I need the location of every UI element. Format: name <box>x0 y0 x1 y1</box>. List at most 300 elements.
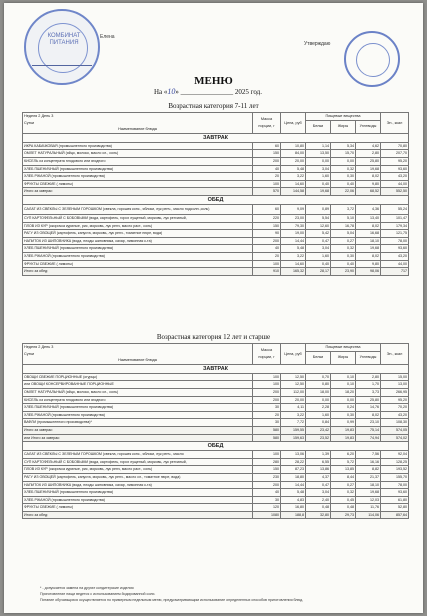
meal-label: Сутки <box>24 120 35 125</box>
value-p: 18,00 <box>306 388 331 396</box>
table-row <box>23 473 409 481</box>
value-price: 159,63 <box>281 434 306 442</box>
seal-text: КОМБИНАТ ПИТАНИЯ <box>47 33 81 46</box>
value-mass: 220 <box>253 214 281 222</box>
date-prefix: На « <box>154 88 168 96</box>
value-price: 159,55 <box>281 426 306 434</box>
table-row <box>23 222 409 230</box>
value-f: 0,27 <box>331 481 356 489</box>
value-p: 0,48 <box>306 504 331 512</box>
value-e: 128,25 <box>381 458 409 466</box>
value-mass: 200 <box>253 481 281 489</box>
category-title-7-11: Возрастная категория 7-11 лет <box>168 102 259 110</box>
meal-section-title: ОБЕД <box>23 442 409 451</box>
value-mass: 20 <box>253 411 281 419</box>
value-mass: 90 <box>253 230 281 238</box>
value-p: 4,37 <box>306 473 331 481</box>
energy-header: Эн., ккал <box>381 113 409 134</box>
dish-name: САЛАТ ИЗ СВЁКЛЫ С ЗЕЛЕНЫМ ГОРОШКОМ (свекла, горошек конс., яблоки, лук репч., масло <box>23 451 253 459</box>
dish-name: ХЛЕБ ПШЕНИЧНЫЙ (промышленного производства) <box>23 404 253 412</box>
footnote: Приготовление пищи ведется с использованием йодированной соли. <box>40 592 156 596</box>
dish-name: ПЛОВ ИЗ КУР (окорочка куриные, рис, морковь, лук репч, масло раст., соль) <box>23 466 253 474</box>
value-p: 23,42 <box>306 426 331 434</box>
category-title-12-plus: Возрастная категория 12 лет и старше <box>156 333 271 341</box>
value-c: 11,76 <box>356 504 381 512</box>
nutrients-header: Пищевые вещества <box>306 344 381 352</box>
value-price: 12,50 <box>281 381 306 389</box>
value-f: 0,30 <box>331 411 356 419</box>
dish-name: ФРУКТЫ СВЕЖИЕ ( лимоны) <box>23 260 253 268</box>
dish-name: Итого за завтрак: <box>23 188 253 196</box>
dish-name: Итого за обед: <box>23 268 253 276</box>
value-f: 0,00 <box>331 396 356 404</box>
value-f: 5,04 <box>331 230 356 238</box>
value-price: 5,48 <box>281 245 306 253</box>
value-e: 857,64 <box>381 511 409 519</box>
value-c: 2,80 <box>356 150 381 158</box>
value-mass: 570 <box>253 188 281 196</box>
dish-name: ХЛЕБ РЖАНОЙ (промышленного производства) <box>23 496 253 504</box>
table-row <box>23 142 409 150</box>
value-c: 16,16 <box>356 458 381 466</box>
value-c: 19,68 <box>356 245 381 253</box>
value-f: 0,99 <box>331 419 356 427</box>
value-e: 52,80 <box>381 504 409 512</box>
value-mass: 100 <box>253 260 281 268</box>
table-row <box>23 180 409 188</box>
fat-header: Жиры <box>331 120 356 133</box>
value-p: 5,54 <box>306 214 331 222</box>
value-p: 13,86 <box>306 466 331 474</box>
value-e: 552,50 <box>381 188 409 196</box>
value-c: 16,68 <box>356 230 381 238</box>
value-price: 3,22 <box>281 252 306 260</box>
value-e: 44,00 <box>381 180 409 188</box>
table-row <box>23 496 409 504</box>
value-mass: 60 <box>253 204 281 214</box>
value-e: 574,02 <box>381 434 409 442</box>
mass-header: Масса порции, г <box>253 344 281 365</box>
dish-name: КИСЕЛЬ из концентрата плодового или ягодного <box>23 396 253 404</box>
table-row <box>23 411 409 419</box>
value-f: 0,32 <box>331 245 356 253</box>
dish-name: ФРУКТЫ СВЕЖИЕ ( лимоны) <box>23 504 253 512</box>
value-c: 68,52 <box>356 188 381 196</box>
dish-name: ОМЛЕТ НАТУРАЛЬНЫЙ (яйцо, молоко, масло сл., соль) <box>23 388 253 396</box>
value-c: 19,68 <box>356 489 381 497</box>
value-mass: 200 <box>253 157 281 165</box>
table-row <box>23 458 409 466</box>
mass-header: Масса порции, г <box>253 113 281 134</box>
dish-name: СУП КАРТОФЕЛЬНЫЙ С БОБОВЫМИ (вода, картофель, горох лущеный, морковь, лук репчатый, <box>23 214 253 222</box>
value-p: 2,40 <box>306 496 331 504</box>
value-e: 43,20 <box>381 252 409 260</box>
value-e: 179,34 <box>381 222 409 230</box>
value-f: 3,72 <box>331 204 356 214</box>
dish-label: Наименование блюда <box>118 358 157 363</box>
value-c: 4,62 <box>356 142 381 150</box>
dish-name: ХЛЕБ РЖАНОЙ (промышленного производства) <box>23 173 253 181</box>
value-price: 13,06 <box>281 451 306 459</box>
dish-name: ПЛОВ ИЗ КУР (окорочка куриные, рис, морковь, лук репч, масло раст., соль) <box>23 222 253 230</box>
table-row <box>23 204 409 214</box>
value-p: 23,52 <box>306 434 331 442</box>
carb-header: Углеводы <box>356 120 381 133</box>
table-row <box>23 404 409 412</box>
value-c: 12,03 <box>356 496 381 504</box>
value-e: 155,70 <box>381 473 409 481</box>
dish-header <box>23 113 253 134</box>
value-p: 0,89 <box>306 204 331 214</box>
value-price: 14,44 <box>281 237 306 245</box>
value-p: 0,84 <box>306 419 331 427</box>
value-e: 15,00 <box>381 373 409 381</box>
value-price: 23,00 <box>281 214 306 222</box>
menu-sheet <box>4 3 423 613</box>
header-row <box>23 344 409 352</box>
table-row <box>23 173 409 181</box>
dish-name: ОМЛЕТ НАТУРАЛЬНЫЙ (яйцо, молоко, масло сл., соль) <box>23 150 253 158</box>
value-c: 1,70 <box>356 381 381 389</box>
value-e: 55,24 <box>381 204 409 214</box>
value-f: 19,83 <box>331 426 356 434</box>
dish-name: САЛАТ ИЗ СВЁКЛЫ С ЗЕЛЕНЫМ ГОРОШКОМ (свекла, горошек конс., яблоки, лук репч., масло подсолн.,соль) <box>23 204 253 214</box>
dish-name: ИКРА КАБАЧКОВАЯ (промышленного производства) <box>23 142 253 150</box>
value-p: 0,47 <box>306 481 331 489</box>
value-f: 29,73 <box>331 511 356 519</box>
value-price: 144,58 <box>281 188 306 196</box>
dish-name: ХЛЕБ РЖАНОЙ (промышленного производства) <box>23 411 253 419</box>
footnote: Питание обучающихся осуществляется по примерным недельным меню, предусматривающим использование определенных способов приготовления блюд. <box>40 598 304 602</box>
value-f: 16,78 <box>331 222 356 230</box>
energy-header: Эн., ккал <box>381 344 409 365</box>
value-p: 0,40 <box>306 260 331 268</box>
value-f: 0,00 <box>331 157 356 165</box>
dish-name: Итого за обед: <box>23 511 253 519</box>
table-row <box>23 481 409 489</box>
value-c: 4,36 <box>356 204 381 214</box>
value-e: 193,52 <box>381 466 409 474</box>
value-c: 25,80 <box>356 396 381 404</box>
value-f: 0,45 <box>331 496 356 504</box>
footnote: * - допускается замена на другие кондитерские изделия <box>40 586 134 590</box>
value-e: 43,20 <box>381 173 409 181</box>
value-p: 0,40 <box>306 180 331 188</box>
dish-label: Наименование блюда <box>118 127 157 132</box>
value-e: 266,95 <box>381 388 409 396</box>
value-f: 5,10 <box>331 214 356 222</box>
value-f: 0,48 <box>331 504 356 512</box>
meal-section-title: ОБЕД <box>23 195 409 204</box>
value-e: 61,80 <box>381 496 409 504</box>
value-price: 84,00 <box>281 150 306 158</box>
price-header: Цена, руб <box>281 113 306 134</box>
protein-header: Белки <box>306 120 331 133</box>
value-p: 19,68 <box>306 188 331 196</box>
value-price: 9,09 <box>281 204 306 214</box>
value-c: 98,06 <box>356 268 381 276</box>
value-mass: 200 <box>253 396 281 404</box>
value-price: 16,80 <box>281 504 306 512</box>
value-f: 0,24 <box>331 404 356 412</box>
value-p: 0,70 <box>306 373 331 381</box>
table-row <box>23 150 409 158</box>
value-price: 79,30 <box>281 222 306 230</box>
dish-name: ХЛЕБ ПШЕНИЧНЫЙ (промышленного производства) <box>23 165 253 173</box>
total-row <box>23 434 409 442</box>
value-mass: 40 <box>253 245 281 253</box>
value-mass: 150 <box>253 150 281 158</box>
value-c: 18,10 <box>356 481 381 489</box>
section-breakfast <box>23 364 409 373</box>
value-mass: 60 <box>253 142 281 150</box>
section-lunch <box>23 195 409 204</box>
value-p: 3,04 <box>306 165 331 173</box>
value-e: 92,04 <box>381 451 409 459</box>
menu-date: На «10» _______________ 2025 год. <box>154 87 262 96</box>
table-row <box>23 489 409 497</box>
menu-table-12-plus <box>22 343 409 519</box>
price-header: Цена, руб <box>281 344 306 365</box>
dish-name: ОВОЩИ СВЕЖИЕ ПОРЦИОННЫЕ (огурцы) <box>23 373 253 381</box>
value-e: 78,00 <box>381 481 409 489</box>
value-price: 19,00 <box>281 230 306 238</box>
dish-name: или Итого за завтрак: <box>23 434 253 442</box>
nutrients-header: Пищевые вещества <box>306 113 381 121</box>
value-c: 18,10 <box>356 237 381 245</box>
value-e: 121,75 <box>381 230 409 238</box>
date-suffix: 2025 год. <box>234 88 262 96</box>
value-mass: 40 <box>253 165 281 173</box>
value-p: 1,39 <box>306 451 331 459</box>
value-p: 0,80 <box>306 381 331 389</box>
value-p: 1,14 <box>306 142 331 150</box>
value-c: 7,56 <box>356 451 381 459</box>
value-c: 13,40 <box>356 214 381 222</box>
value-c: 74,94 <box>356 434 381 442</box>
value-price: 10,80 <box>281 142 306 150</box>
value-p: 0,00 <box>306 396 331 404</box>
value-c: 25,80 <box>356 157 381 165</box>
dish-name: НАПИТОК ИЗ ШИПОВНИКА (вода, плоды шиповника, сахар, лимонная к-та) <box>23 481 253 489</box>
value-f: 5,34 <box>331 142 356 150</box>
day-label: Неделя 2 День 3 <box>24 345 54 349</box>
value-e: 207,70 <box>381 150 409 158</box>
value-f: 5,72 <box>331 458 356 466</box>
value-e: 93,60 <box>381 489 409 497</box>
value-price: 20,00 <box>281 157 306 165</box>
value-c: 14,76 <box>356 404 381 412</box>
value-mass: 30 <box>253 496 281 504</box>
value-c: 9,80 <box>356 180 381 188</box>
approval-text: Утверждаю <box>304 41 331 47</box>
value-p: 12,60 <box>306 222 331 230</box>
value-c: 19,68 <box>356 165 381 173</box>
total-row <box>23 188 409 196</box>
table-row <box>23 419 409 427</box>
header-row <box>23 113 409 121</box>
value-p: 0,00 <box>306 157 331 165</box>
value-p: 13,50 <box>306 150 331 158</box>
value-p: 28,17 <box>306 268 331 276</box>
protein-header: Белки <box>306 351 331 364</box>
page-title: МЕНЮ <box>194 75 233 87</box>
value-p: 5,42 <box>306 230 331 238</box>
value-c: 23,10 <box>356 419 381 427</box>
value-mass: 30 <box>253 419 281 427</box>
dish-name: ХЛЕБ РЖАНОЙ (промышленного производства) <box>23 252 253 260</box>
value-mass: 1080 <box>253 511 281 519</box>
value-p: 0,47 <box>306 237 331 245</box>
dish-name: КИСЕЛЬ из концентрата плодового или ягодного <box>23 157 253 165</box>
table-row <box>23 260 409 268</box>
dish-name: ХЛЕБ ПШЕНИЧНЫЙ (промышленного производства) <box>23 245 253 253</box>
dish-name: НАПИТОК ИЗ ШИПОВНИКА (вода, плоды шиповника, сахар, лимонная к-та) <box>23 237 253 245</box>
value-mass: 40 <box>253 489 281 497</box>
value-mass: 200 <box>253 388 281 396</box>
value-f: 8,44 <box>331 473 356 481</box>
footnotes <box>40 585 410 603</box>
dish-header <box>23 344 253 365</box>
total-row <box>23 511 409 519</box>
value-mass: 20 <box>253 252 281 260</box>
value-mass: 100 <box>253 373 281 381</box>
value-c: 9,80 <box>356 260 381 268</box>
value-f: 18,20 <box>331 388 356 396</box>
total-row <box>23 268 409 276</box>
meal-section-title: ЗАВТРАК <box>23 364 409 373</box>
value-price: 5,48 <box>281 489 306 497</box>
value-c: 3,73 <box>356 388 381 396</box>
value-mass: 910 <box>253 268 281 276</box>
value-price: 14,60 <box>281 180 306 188</box>
table-row <box>23 157 409 165</box>
value-e: 43,20 <box>381 411 409 419</box>
table-row <box>23 373 409 381</box>
day-label: Неделя 2 День 3 <box>24 114 54 118</box>
value-mass: 150 <box>253 222 281 230</box>
value-f: 6,20 <box>331 451 356 459</box>
value-p: 2,28 <box>306 404 331 412</box>
value-f: 13,85 <box>331 466 356 474</box>
value-mass: 120 <box>253 504 281 512</box>
value-f: 15,70 <box>331 150 356 158</box>
section-lunch <box>23 442 409 451</box>
value-e: 13,00 <box>381 381 409 389</box>
value-price: 4,11 <box>281 404 306 412</box>
value-c: 8,02 <box>356 411 381 419</box>
table-row <box>23 466 409 474</box>
dish-name: ХЛЕБ ПШЕНИЧНЫЙ (промышленного производства) <box>23 489 253 497</box>
value-mass: 30 <box>253 404 281 412</box>
value-c: 8,82 <box>356 466 381 474</box>
value-price: 28,22 <box>281 458 306 466</box>
dish-name: РАГУ ИЗ ОВОЩЕЙ (картофель, капуста, морковь, лук репч., масло сл., томатное пюре, вода) <box>23 473 253 481</box>
value-e: 93,60 <box>381 165 409 173</box>
total-row <box>23 426 409 434</box>
date-mid: » <box>175 88 179 96</box>
value-price: 87,23 <box>281 466 306 474</box>
value-e: 93,60 <box>381 245 409 253</box>
value-c: 8,02 <box>356 252 381 260</box>
value-price: 5,48 <box>281 165 306 173</box>
value-f: 0,40 <box>331 180 356 188</box>
value-mass: 100 <box>253 381 281 389</box>
dish-name: ФРУКТЫ СВЕЖИЕ ( лимоны) <box>23 180 253 188</box>
table-row <box>23 237 409 245</box>
value-e: 717 <box>381 268 409 276</box>
value-e: 95,20 <box>381 396 409 404</box>
value-mass: 230 <box>253 473 281 481</box>
meal-label: Сутки <box>24 351 35 356</box>
table-row <box>23 252 409 260</box>
table-row <box>23 245 409 253</box>
value-e: 44,00 <box>381 260 409 268</box>
value-p: 1,60 <box>306 411 331 419</box>
value-p: 32,80 <box>306 511 331 519</box>
dish-name: ВАФЛИ (промышленного производства)* <box>23 419 253 427</box>
table-row <box>23 396 409 404</box>
value-p: 3,04 <box>306 489 331 497</box>
date-day: 10 <box>167 87 176 96</box>
dish-name: РАГУ ИЗ ОВОЩЕЙ (картофель, капуста, морковь, лук репч., томатное пюре, вода) <box>23 230 253 238</box>
carb-header: Углеводы <box>356 351 381 364</box>
section-breakfast <box>23 133 409 142</box>
value-f: 0,32 <box>331 165 356 173</box>
value-mass: 580 <box>253 426 281 434</box>
value-f: 23,90 <box>331 268 356 276</box>
value-c: 8,02 <box>356 173 381 181</box>
table-row <box>23 165 409 173</box>
value-e: 70,20 <box>381 404 409 412</box>
value-e: 95,20 <box>381 157 409 165</box>
value-f: 0,30 <box>331 252 356 260</box>
value-mass: 200 <box>253 237 281 245</box>
value-price: 12,50 <box>281 373 306 381</box>
value-c: 2,80 <box>356 373 381 381</box>
value-p: 1,60 <box>306 173 331 181</box>
table-row <box>23 388 409 396</box>
value-f: 0,30 <box>331 173 356 181</box>
value-price: 4,83 <box>281 496 306 504</box>
value-price: 7,72 <box>281 419 306 427</box>
dish-name: Итого за завтрак: <box>23 426 253 434</box>
value-f: 0,32 <box>331 489 356 497</box>
value-mass: 100 <box>253 180 281 188</box>
table-row <box>23 230 409 238</box>
meal-section-title: ЗАВТРАК <box>23 133 409 142</box>
value-f: 22,06 <box>331 188 356 196</box>
value-c: 114,06 <box>356 511 381 519</box>
dish-name: или ОВОЩИ КОНСЕРВИРОВАННЫЕ ПОРЦИОННЫЕ <box>23 381 253 389</box>
fat-header: Жиры <box>331 351 356 364</box>
value-f: 0,10 <box>331 373 356 381</box>
value-price: 18,80 <box>281 473 306 481</box>
organization-seal <box>24 9 100 85</box>
value-c: 75,14 <box>356 426 381 434</box>
value-p: 3,04 <box>306 245 331 253</box>
value-price: 3,22 <box>281 411 306 419</box>
value-p: 1,60 <box>306 252 331 260</box>
value-mass: 150 <box>253 466 281 474</box>
value-e: 101,47 <box>381 214 409 222</box>
menu-table-7-11 <box>22 112 409 276</box>
table-row <box>23 381 409 389</box>
table-row <box>23 504 409 512</box>
value-c: 8,02 <box>356 222 381 230</box>
value-e: 574,05 <box>381 426 409 434</box>
value-f: 0,10 <box>331 381 356 389</box>
